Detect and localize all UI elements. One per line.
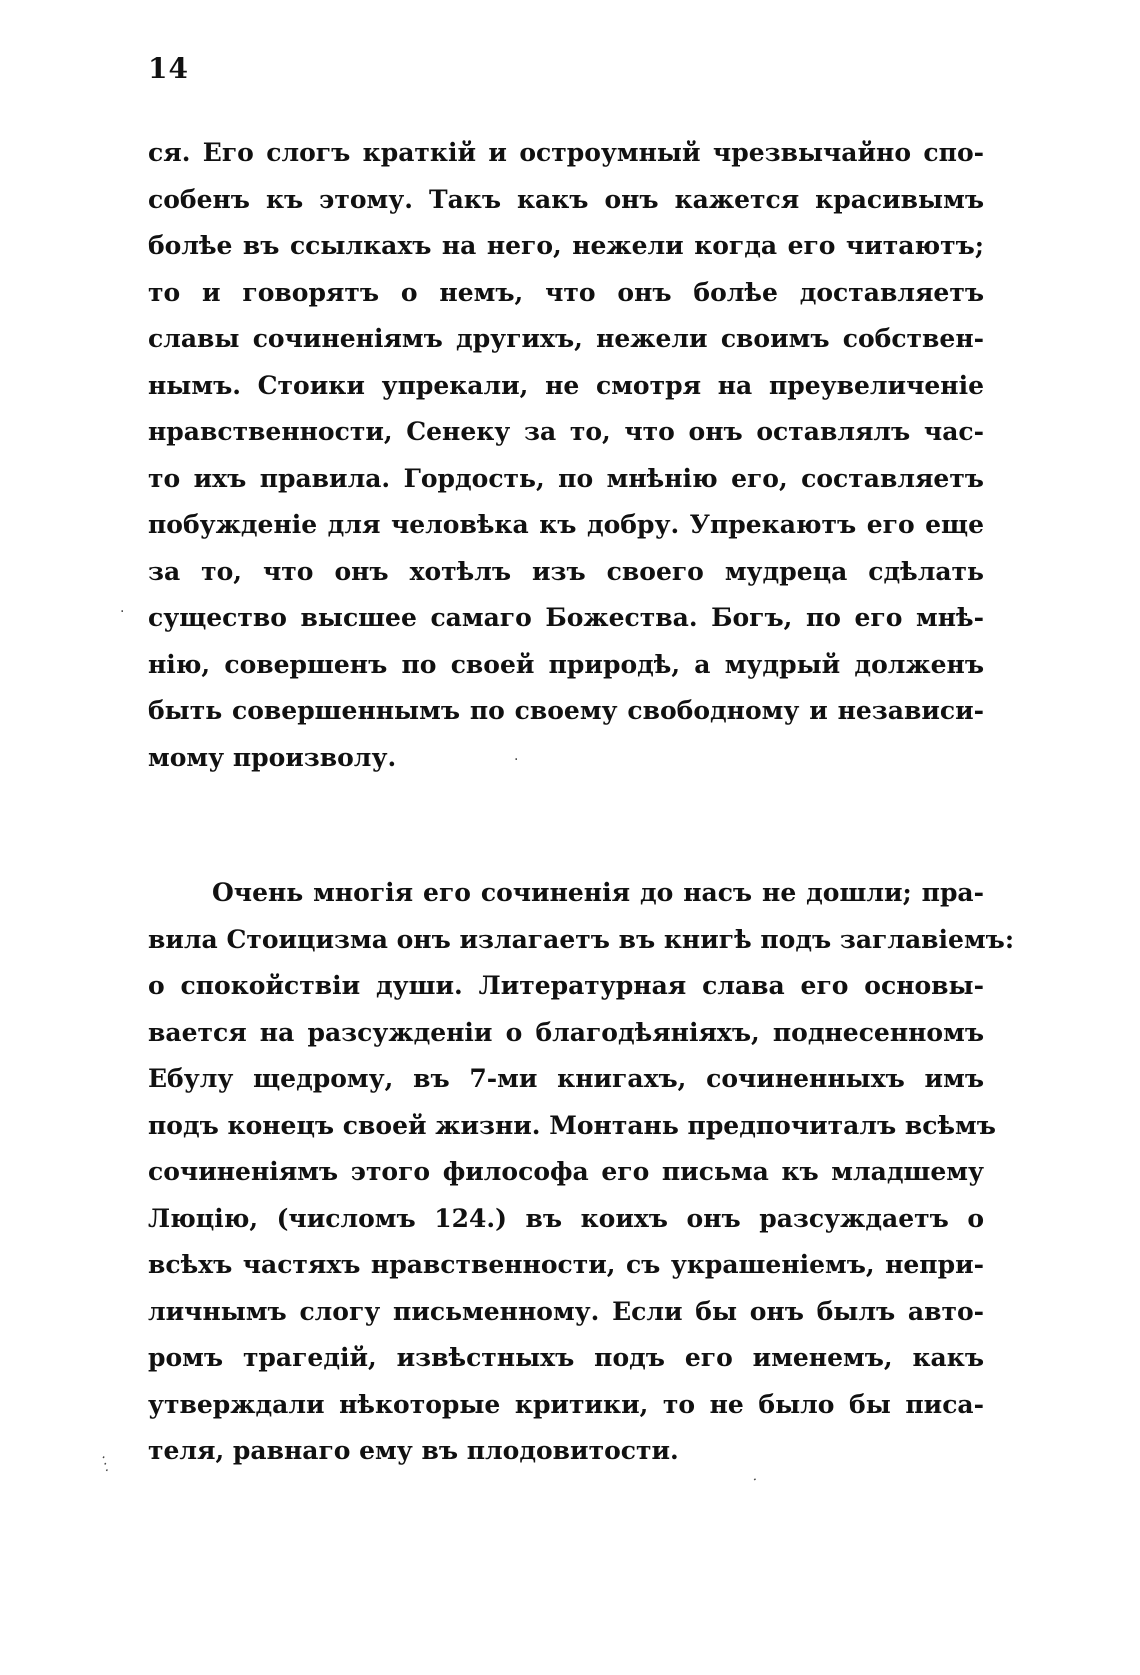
text-line: побужденіе для человѣка къ добру. Упрекаютъ его еще (148, 510, 984, 539)
text-line: нію, совершенъ по своей природѣ, а мудрый долженъ (148, 649, 984, 679)
text-line: собенъ къ этому. Такъ какъ онъ кажется красивымъ (148, 184, 984, 214)
text-line: нымъ. Стоики упрекали, не смотря на преувеличеніе (148, 370, 984, 400)
page-number: 14 (148, 52, 189, 85)
scan-speck: ⋱ (94, 1453, 116, 1475)
text-line: утверждали нѣкоторые критики, то не было бы писа- (148, 1389, 984, 1419)
text-line: нравственности, Сенеку за то, что онъ оставлялъ час- (148, 417, 984, 446)
scan-speck: · (514, 752, 519, 768)
text-line: то и говорятъ о немъ, что онъ болѣе доставляетъ (148, 277, 984, 307)
text-line: ся. Его слогъ краткій и остроумный чрезвычайно спо- (148, 138, 984, 167)
scan-speck: · (120, 604, 125, 620)
text-line: вила Стоицизма онъ излагаетъ въ книгѣ подъ заглавіемъ: (148, 924, 1015, 954)
text-line: ромъ трагедій, извѣстныхъ подъ его именемъ, какъ (148, 1343, 984, 1372)
text-line: славы сочиненіямъ другихъ, нежели своимъ собствен- (148, 324, 984, 353)
text-line: быть совершеннымъ по своему свободному и независи- (148, 696, 984, 725)
text-line: болѣе въ ссылкахъ на него, нежели когда его читаютъ; (148, 231, 984, 260)
text-line: Люцію, (числомъ 124.) въ коихъ онъ разсуждаетъ о (148, 1203, 984, 1233)
text-line: личнымъ слогу письменному. Если бы онъ былъ авто- (148, 1296, 984, 1326)
text-line: всѣхъ частяхъ нравственности, съ украшеніемъ, непри- (148, 1250, 984, 1279)
text-line-last: теля, равнаго ему въ плодовитости. (148, 1436, 679, 1465)
text-line: вается на разсужденіи о благодѣяніяхъ, поднесенномъ (148, 1017, 984, 1047)
paragraph-1 (148, 130, 984, 781)
scan-speck: · (746, 1472, 762, 1488)
text-line: Ебулу щедрому, въ 7-ми книгахъ, сочиненныхъ имъ (148, 1064, 984, 1093)
text-line: то ихъ правила. Гордость, по мнѣнію его, составляетъ (148, 463, 984, 493)
text-line: сочиненіямъ этого философа его письма къ младшему (148, 1157, 984, 1186)
text-line: подъ конецъ своей жизни. Монтань предпочиталъ всѣмъ (148, 1110, 996, 1140)
text-line: за то, что онъ хотѣлъ изъ своего мудреца сдѣлать (148, 556, 984, 586)
text-line: существо высшее самаго Божества. Богъ, по его мнѣ- (148, 603, 984, 632)
text-line: о спокойствіи души. Литературная слава его основы- (148, 971, 984, 1000)
text-line-first: Очень многія его сочиненія до насъ не дошли; пра- (212, 878, 984, 907)
paragraph-2 (148, 870, 1015, 1475)
text-line-last: мому произволу. (148, 742, 397, 772)
